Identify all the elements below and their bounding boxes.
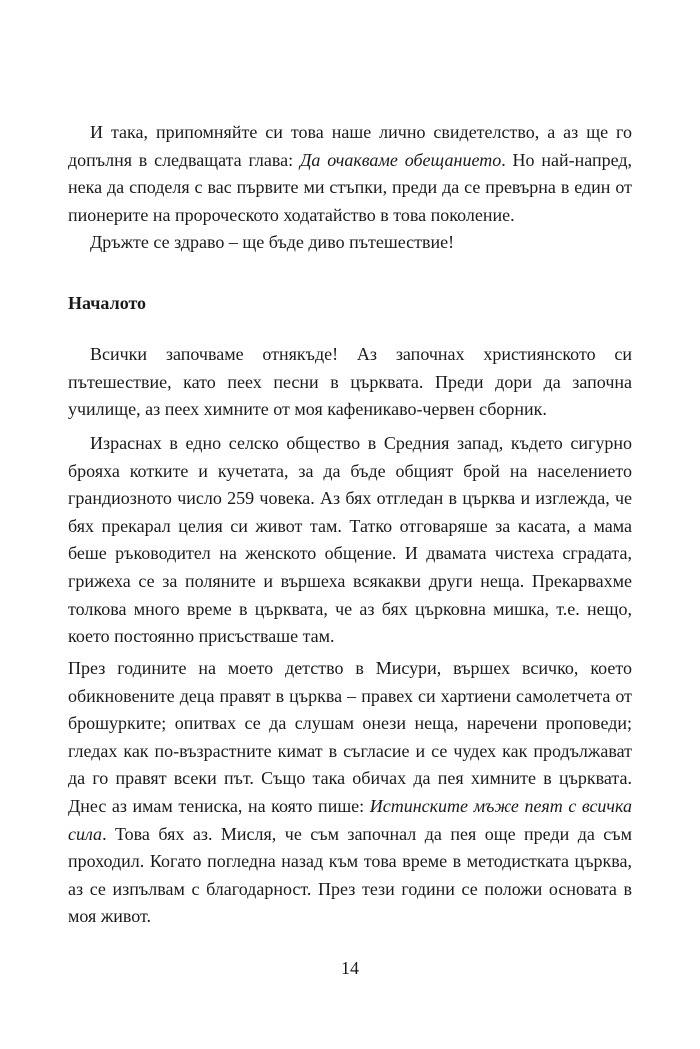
paragraph-intro (68, 119, 632, 229)
page-number: 14 (341, 958, 359, 978)
tshirt-quote: Истинските мъже пеят с всичка сила (68, 795, 632, 844)
paragraph-beginning: Всички започваме отнякъде! Аз започнах християнското си пътешествие, като пеех песни в църквата. Преди дори да започна училище, аз пеех химните от моя кафеникаво-червен сборник. (68, 344, 632, 420)
paragraph-missouri (68, 655, 632, 931)
paragraph-missouri-text-end: . Това бях аз. Мисля, че съм започнал да пея още преди да съм проходил. Когато погледна назад към това време в методистката църква, аз се изпълвам с благодарност. През тези години се положи основата в моя живот. (68, 823, 632, 927)
paragraph-intro-text-end: . Но най-напред, нека да споделя с вас първите ми стъпки, преди да се превърна в един от пионерите на пророческото ходатайство в това поколение. (68, 149, 632, 225)
section-heading: Началото (68, 293, 147, 313)
paragraph-childhood-church: Израснах в едно селско общество в Средния запад, където сигурно брояха котките и кучетата, за да бъде общият брой на населението грандиозното число 259 човека. Аз бях отгледан в църква и изглежда, че бях прекарал целия си живот там. Татко отговаряше за касата, а мама беше ръководител на женското общение. И двамата чистеха сградата, грижеха се за поляните и вършеха всякакви други неща. Прекарвахме толкова много време в църквата, че аз бях църковна мишка, т.е. нещо, което постоянно присъстваше там. (68, 433, 632, 647)
paragraph-intro-text: И така, припомняйте си това наше лично свидетелство, а аз ще го допълня в следващата глава: (68, 122, 632, 170)
paragraph-missouri-text: През годините на моето детство в Мисури, вършех всичко, което обикновените деца правят в църква – правех си хартиени самолетчета от брошурките; опитвах се да слушам онези неща, наречени проповеди; гледах как по-възрастните кимат в съгласие и се чудех как продължават да го правят всеки път. Също така обичах да пея химните в църквата. Днес аз имам тениска, на която пише: (68, 658, 632, 816)
chapter-reference: Да очакваме обещанието (299, 149, 502, 170)
paragraph-hold-tight: Дръжте се здраво – ще бъде диво пътешествие! (90, 232, 455, 252)
